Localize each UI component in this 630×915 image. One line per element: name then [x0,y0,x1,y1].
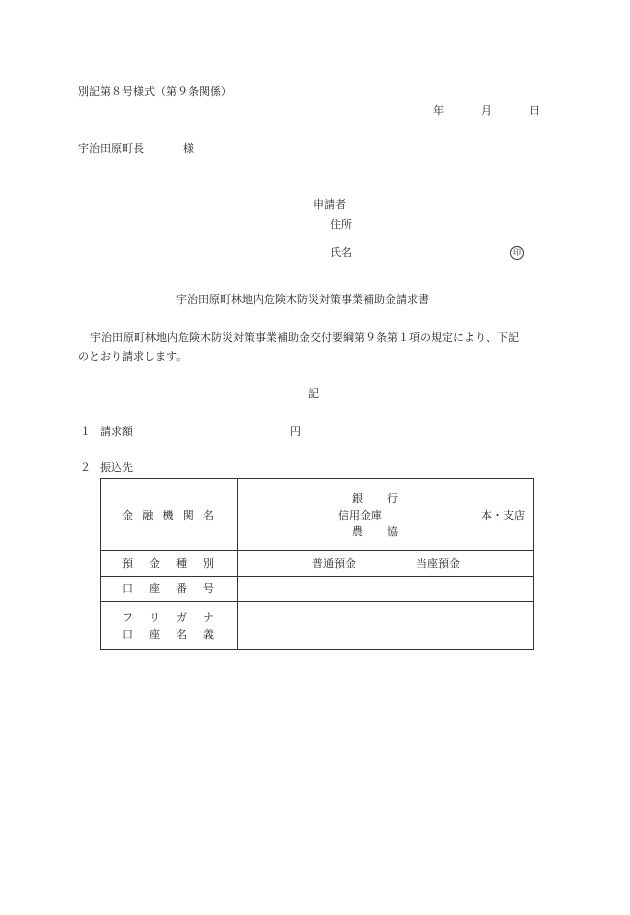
body-line-1: 宇治田原町林地内危険木防災対策事業補助金交付要綱第９条第１項の規定により、下記 [90,331,519,344]
item2-label: 振込先 [100,461,133,474]
document-title: 宇治田原町林地内危険木防災対策事業補助金請求書 [176,293,429,306]
current-deposit-option: 当座預金 [416,557,460,570]
applicant-address-label: 住所 [330,218,352,231]
item1-label: 請求額 [100,425,133,438]
institution-label: 金 融 機 関 名 [122,509,214,522]
account-name-label: 口 座 名 義 [122,628,214,641]
account-number-label: 口 座 番 号 [122,582,214,595]
item1-unit: 円 [290,425,301,438]
date-year-label: 年 [433,104,444,117]
date-day-label: 日 [529,104,540,117]
seal-icon: 印 [510,246,524,260]
ki-heading: 記 [308,387,319,400]
addressee-name: 宇治田原町長 [78,142,144,155]
item1-number: １ [80,425,91,438]
ordinary-deposit-option: 普通預金 [312,557,356,570]
shinkin-option: 信用金庫 [338,509,382,522]
table-row-divider [101,601,533,602]
bank-option: 銀 行 [352,492,398,505]
applicant-label: 申請者 [313,198,346,211]
form-id: 別記第８号様式（第９条関係） [78,85,232,98]
transfer-table [100,478,534,650]
addressee-honorific: 様 [183,142,194,155]
table-row-divider [101,550,533,551]
table-row-divider [101,576,533,577]
deposit-type-label: 預 金 種 別 [122,557,214,570]
branch-label: 本・支店 [481,509,525,522]
seal-mark [510,245,524,260]
item2-number: ２ [80,461,91,474]
table-column-divider [237,479,238,649]
furigana-label: フ リ ガ ナ [122,611,214,624]
date-month-label: 月 [481,104,492,117]
nokyo-option: 農 協 [352,525,398,538]
applicant-name-label: 氏名 [330,246,352,259]
body-line-2: のとおり請求します。 [78,350,188,363]
